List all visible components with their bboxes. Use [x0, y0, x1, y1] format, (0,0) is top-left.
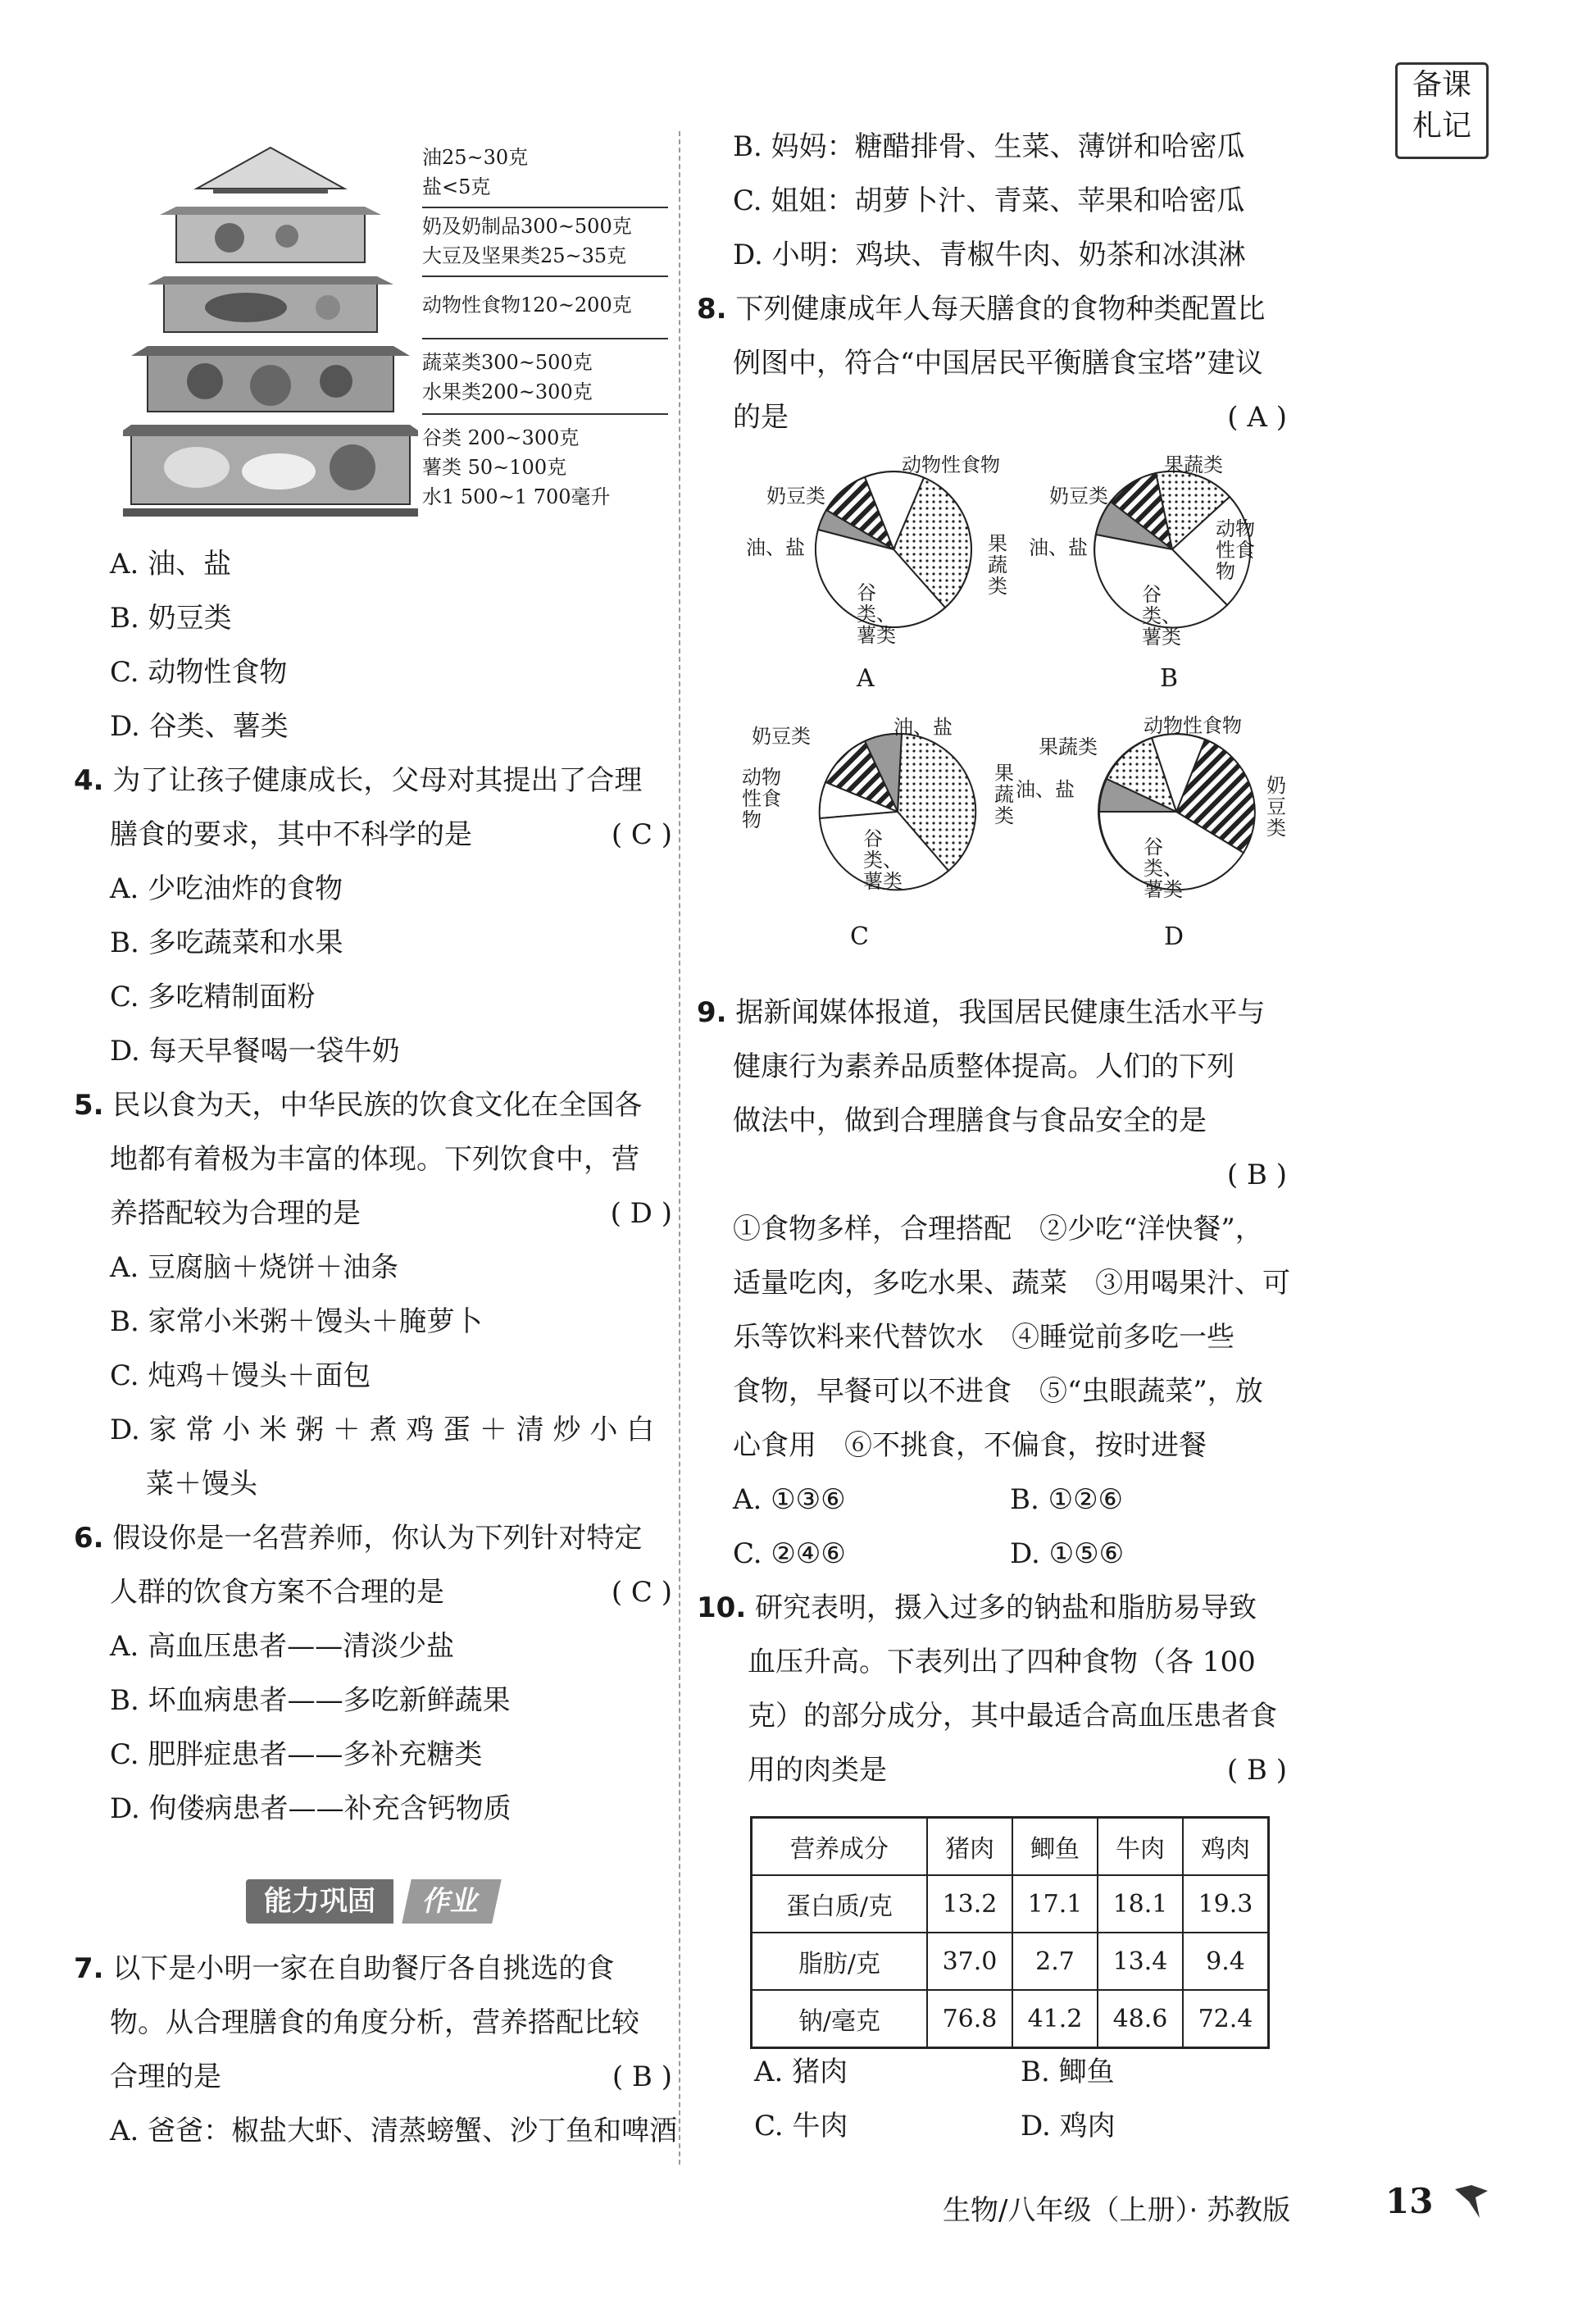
statement-text: 心食用 ⑥不挑食，不偏食，按时进餐: [733, 1429, 1207, 1462]
pie-label: 奶豆类: [1049, 485, 1108, 508]
question-number: 10.: [697, 1591, 747, 1624]
left-column-bottom: [74, 1942, 678, 2158]
table-cell: 钠/毫克: [752, 1990, 928, 2048]
table-cell: 脂肪/克: [752, 1933, 928, 1990]
table-header-cell: 营养成分: [752, 1818, 928, 1876]
q3-option-c: C. 动物性食物: [110, 656, 288, 689]
option: A. 爸爸：椒盐大虾、清蒸螃蟹、沙丁鱼和啤酒: [110, 2115, 678, 2147]
table-row: [752, 1990, 1269, 2048]
pyramid-text: 动物性食物120~200克: [422, 294, 632, 316]
pie-label: 动物性食物: [902, 453, 1000, 476]
footer-arrow-icon: [1451, 2181, 1492, 2222]
banner-left-text: 能力巩固: [246, 1879, 393, 1924]
pie-chart-c: [734, 716, 1014, 968]
statement-text: 适量吃肉，多吃水果、蔬菜 ③用喝果汁、可: [733, 1267, 1290, 1300]
q3-option-d: D. 谷类、薯类: [110, 710, 289, 743]
table-cell: 17.1: [1012, 1875, 1098, 1933]
option: C. 炖鸡＋馒头＋面包: [110, 1359, 371, 1392]
pyramid-level-1: [422, 139, 668, 208]
badge-line-2: 札记: [1412, 109, 1471, 143]
question-5: [74, 1078, 672, 1511]
pie-label: 油、盐: [1016, 778, 1075, 801]
table-cell: 48.6: [1098, 1990, 1183, 2048]
pyramid-text: 水1 500~1 700毫升: [422, 485, 611, 508]
question-text: 民以食为天，中华民族的饮食文化在全国各: [112, 1089, 643, 1122]
pie-label: 果蔬类: [1039, 735, 1098, 758]
pie-label: 谷类、薯类: [1144, 836, 1183, 901]
pie-label: 谷类、薯类: [863, 827, 903, 893]
table-cell: 37.0: [927, 1933, 1012, 1990]
food-pyramid-figure: [123, 139, 664, 525]
pyramid-text: 奶及奶制品300~500克: [422, 215, 632, 238]
pie-label: 动物性食物: [1216, 517, 1255, 583]
table-row: [752, 1875, 1269, 1933]
pie-caption: B: [1160, 664, 1179, 693]
table-row: [752, 1933, 1269, 1990]
q10-options: [697, 2045, 1287, 2153]
option: D. 鸡肉: [1021, 2110, 1116, 2142]
pyramid-text: 油25~30克: [422, 146, 529, 169]
q3-option-b: B. 奶豆类: [110, 602, 232, 635]
table-header-row: [752, 1818, 1269, 1876]
question-number: 9.: [697, 996, 727, 1029]
pie-label: 谷类、薯类: [857, 581, 896, 647]
pie-label: 动物性食物: [1144, 714, 1242, 737]
table-cell: 13.4: [1098, 1933, 1183, 1990]
table-cell: 19.3: [1183, 1875, 1269, 1933]
pie-label: 奶豆类: [766, 485, 825, 508]
right-column: [697, 120, 1287, 444]
pyramid-text: 大豆及坚果类25~35克: [422, 244, 627, 267]
answer-mark: ( B ): [1226, 1159, 1287, 1191]
question-text: 例图中，符合“中国居民平衡膳食宝塔”建议: [733, 347, 1263, 380]
pyramid-labels: [422, 139, 668, 517]
option: A. 少吃油炸的食物: [110, 872, 343, 905]
pyramid-level-2: [422, 208, 668, 277]
table-header-cell: 鸡肉: [1183, 1818, 1269, 1876]
pie-caption: D: [1164, 922, 1184, 951]
question-text: 做法中，做到合理膳食与食品安全的是: [733, 1104, 1207, 1137]
table-header-cell: 牛肉: [1098, 1818, 1183, 1876]
pyramid-level-3: [422, 277, 668, 339]
answer-mark: ( C ): [611, 1576, 672, 1609]
question-8: [697, 282, 1287, 444]
option: A. 豆腐脑＋烧饼＋油条: [110, 1251, 399, 1284]
question-text: 地都有着极为丰富的体现。下列饮食中，营: [110, 1143, 639, 1176]
table-header-cell: 猪肉: [927, 1818, 1012, 1876]
pie-chart-options: [734, 453, 1307, 968]
question-number: 6.: [74, 1522, 104, 1555]
table-cell: 76.8: [927, 1990, 1012, 2048]
question-text: 血压升高。下表列出了四种食物（各 100: [748, 1646, 1256, 1678]
pie-chart-b: [1029, 453, 1307, 705]
question-text: 膳食的要求，其中不科学的是: [110, 818, 472, 851]
answer-mark: ( C ): [611, 818, 672, 851]
answer-mark: ( B ): [612, 2060, 672, 2093]
option: A. 高血压患者——清淡少盐: [110, 1630, 455, 1663]
pyramid-drawing: [123, 139, 418, 525]
question-text: 人群的饮食方案不合理的是: [110, 1576, 444, 1609]
pie-chart-a: [734, 453, 1012, 705]
pie-label: 油、盐: [1029, 536, 1088, 559]
right-column-lower: [697, 986, 1290, 1797]
answer-mark: ( D ): [610, 1197, 672, 1230]
option: C. 多吃精制面粉: [110, 981, 316, 1013]
q7-option-c: C. 姐姐：胡萝卜汁、青菜、苹果和哈密瓜: [733, 184, 1245, 217]
table-cell: 72.4: [1183, 1990, 1269, 2048]
pyramid-text: 水果类200~300克: [422, 380, 593, 403]
question-text: 物。从合理膳食的角度分析，营养搭配比较: [110, 2006, 639, 2039]
option: A. ①③⑥: [733, 1483, 846, 1516]
page-footer: 生物/八年级（上册）· 苏教版: [943, 2194, 1291, 2227]
answer-mark: ( A ): [1227, 401, 1287, 434]
column-divider: [679, 131, 680, 2165]
section-banner: [246, 1879, 500, 1924]
answer-mark: ( B ): [1226, 1754, 1287, 1787]
statement-text: ①食物多样，合理搭配 ②少吃“洋快餐”，: [733, 1213, 1263, 1245]
q7-option-d: D. 小明：鸡块、青椒牛肉、奶茶和冰淇淋: [733, 239, 1246, 271]
table-cell: 9.4: [1183, 1933, 1269, 1990]
pie-label: 油、盐: [893, 716, 953, 739]
question-text: 的是: [733, 401, 789, 434]
table-header-cell: 鲫鱼: [1012, 1818, 1098, 1876]
pie-label: 果蔬类: [994, 762, 1014, 827]
option: B. 坏血病患者——多吃新鲜蔬果: [110, 1684, 511, 1717]
nutrition-table: [750, 1816, 1270, 2049]
badge-line-1: 备课: [1412, 68, 1471, 102]
pyramid-text: 蔬菜类300~500克: [422, 351, 593, 374]
table-cell: 2.7: [1012, 1933, 1098, 1990]
option: C. 牛肉: [754, 2110, 848, 2142]
pyramid-text: 盐<5克: [422, 175, 491, 198]
question-text: 养搭配较为合理的是: [110, 1197, 361, 1230]
question-number: 8.: [697, 293, 727, 326]
question-text: 以下是小明一家在自助餐厅各自挑选的食: [112, 1952, 615, 1985]
pie-label: 谷类、薯类: [1142, 583, 1181, 649]
question-text: 用的肉类是: [748, 1754, 887, 1787]
option: D. 每天早餐喝一袋牛奶: [110, 1035, 400, 1068]
question-10: [697, 1581, 1287, 1797]
question-text: 为了让孩子健康成长，父母对其提出了合理: [112, 764, 643, 797]
statement-text: 食物，早餐可以不进食 ⑤“虫眼蔬菜”，放: [733, 1375, 1263, 1408]
pyramid-text: 薯类 50~100克: [422, 456, 567, 479]
corner-badge: [1395, 62, 1489, 159]
pyramid-text: 谷类 200~300克: [422, 426, 580, 449]
option: D. 家 常 小 米 粥 ＋ 煮 鸡 蛋 ＋ 清 炒 小 白: [110, 1414, 655, 1446]
pyramid-level-5: [422, 415, 668, 517]
page-number: 13: [1385, 2181, 1434, 2221]
question-6: [74, 1511, 672, 1836]
option: A. 猪肉: [754, 2056, 848, 2088]
pie-label: 果蔬类: [988, 532, 1007, 598]
option: C. ②④⑥: [733, 1537, 846, 1570]
q3-option-a: A. 油、盐: [110, 548, 232, 581]
option: B. ①②⑥: [1010, 1483, 1124, 1516]
question-number: 7.: [74, 1952, 104, 1985]
banner-right-text: 作业: [402, 1879, 501, 1924]
option: B. 多吃蔬菜和水果: [110, 927, 343, 959]
q7-option-b: B. 妈妈：糖醋排骨、生菜、薄饼和哈密瓜: [733, 130, 1245, 163]
left-column: [74, 537, 672, 1836]
option: B. 鲫鱼: [1021, 2056, 1115, 2088]
question-text: 假设你是一名营养师，你认为下列针对特定: [112, 1522, 643, 1555]
table-cell: 13.2: [927, 1875, 1012, 1933]
question-number: 5.: [74, 1089, 104, 1122]
question-9: [697, 986, 1290, 1581]
pie-label: 果蔬类: [1164, 453, 1223, 476]
pie-label: 油、盐: [746, 536, 805, 559]
question-7: [74, 1942, 678, 2158]
pie-chart-d: [1016, 714, 1307, 968]
option: D. ①⑤⑥: [1010, 1537, 1125, 1570]
option: 菜＋馒头: [146, 1468, 257, 1500]
table-cell: 41.2: [1012, 1990, 1098, 2048]
table-cell: 蛋白质/克: [752, 1875, 928, 1933]
question-text: 健康行为素养品质整体提高。人们的下列: [733, 1050, 1235, 1083]
question-text: 下列健康成年人每天膳食的食物种类配置比: [735, 293, 1266, 326]
question-text: 研究表明，摄入过多的钠盐和脂肪易导致: [755, 1591, 1257, 1624]
pie-caption: C: [850, 922, 869, 951]
pie-label: 动物性食物: [742, 766, 781, 831]
question-text: 据新闻媒体报道，我国居民健康生活水平与: [735, 996, 1266, 1029]
table-cell: 18.1: [1098, 1875, 1183, 1933]
pie-label: 奶豆类: [752, 725, 811, 748]
option: B. 家常小米粥＋馒头＋腌萝卜: [110, 1305, 483, 1338]
question-text: 合理的是: [110, 2060, 221, 2093]
pyramid-level-4: [422, 339, 668, 415]
option: C. 肥胖症患者——多补充糖类: [110, 1738, 483, 1771]
question-4: [74, 754, 672, 1078]
question-text: 克）的部分成分，其中最适合高血压患者食: [748, 1700, 1277, 1733]
question-number: 4.: [74, 764, 104, 797]
pie-label: 奶豆类: [1266, 774, 1286, 840]
pie-caption: A: [857, 664, 875, 693]
option: D. 佝偻病患者——补充含钙物质: [110, 1792, 512, 1825]
statement-text: 乐等饮料来代替饮水 ④睡觉前多吃一些: [733, 1321, 1235, 1354]
